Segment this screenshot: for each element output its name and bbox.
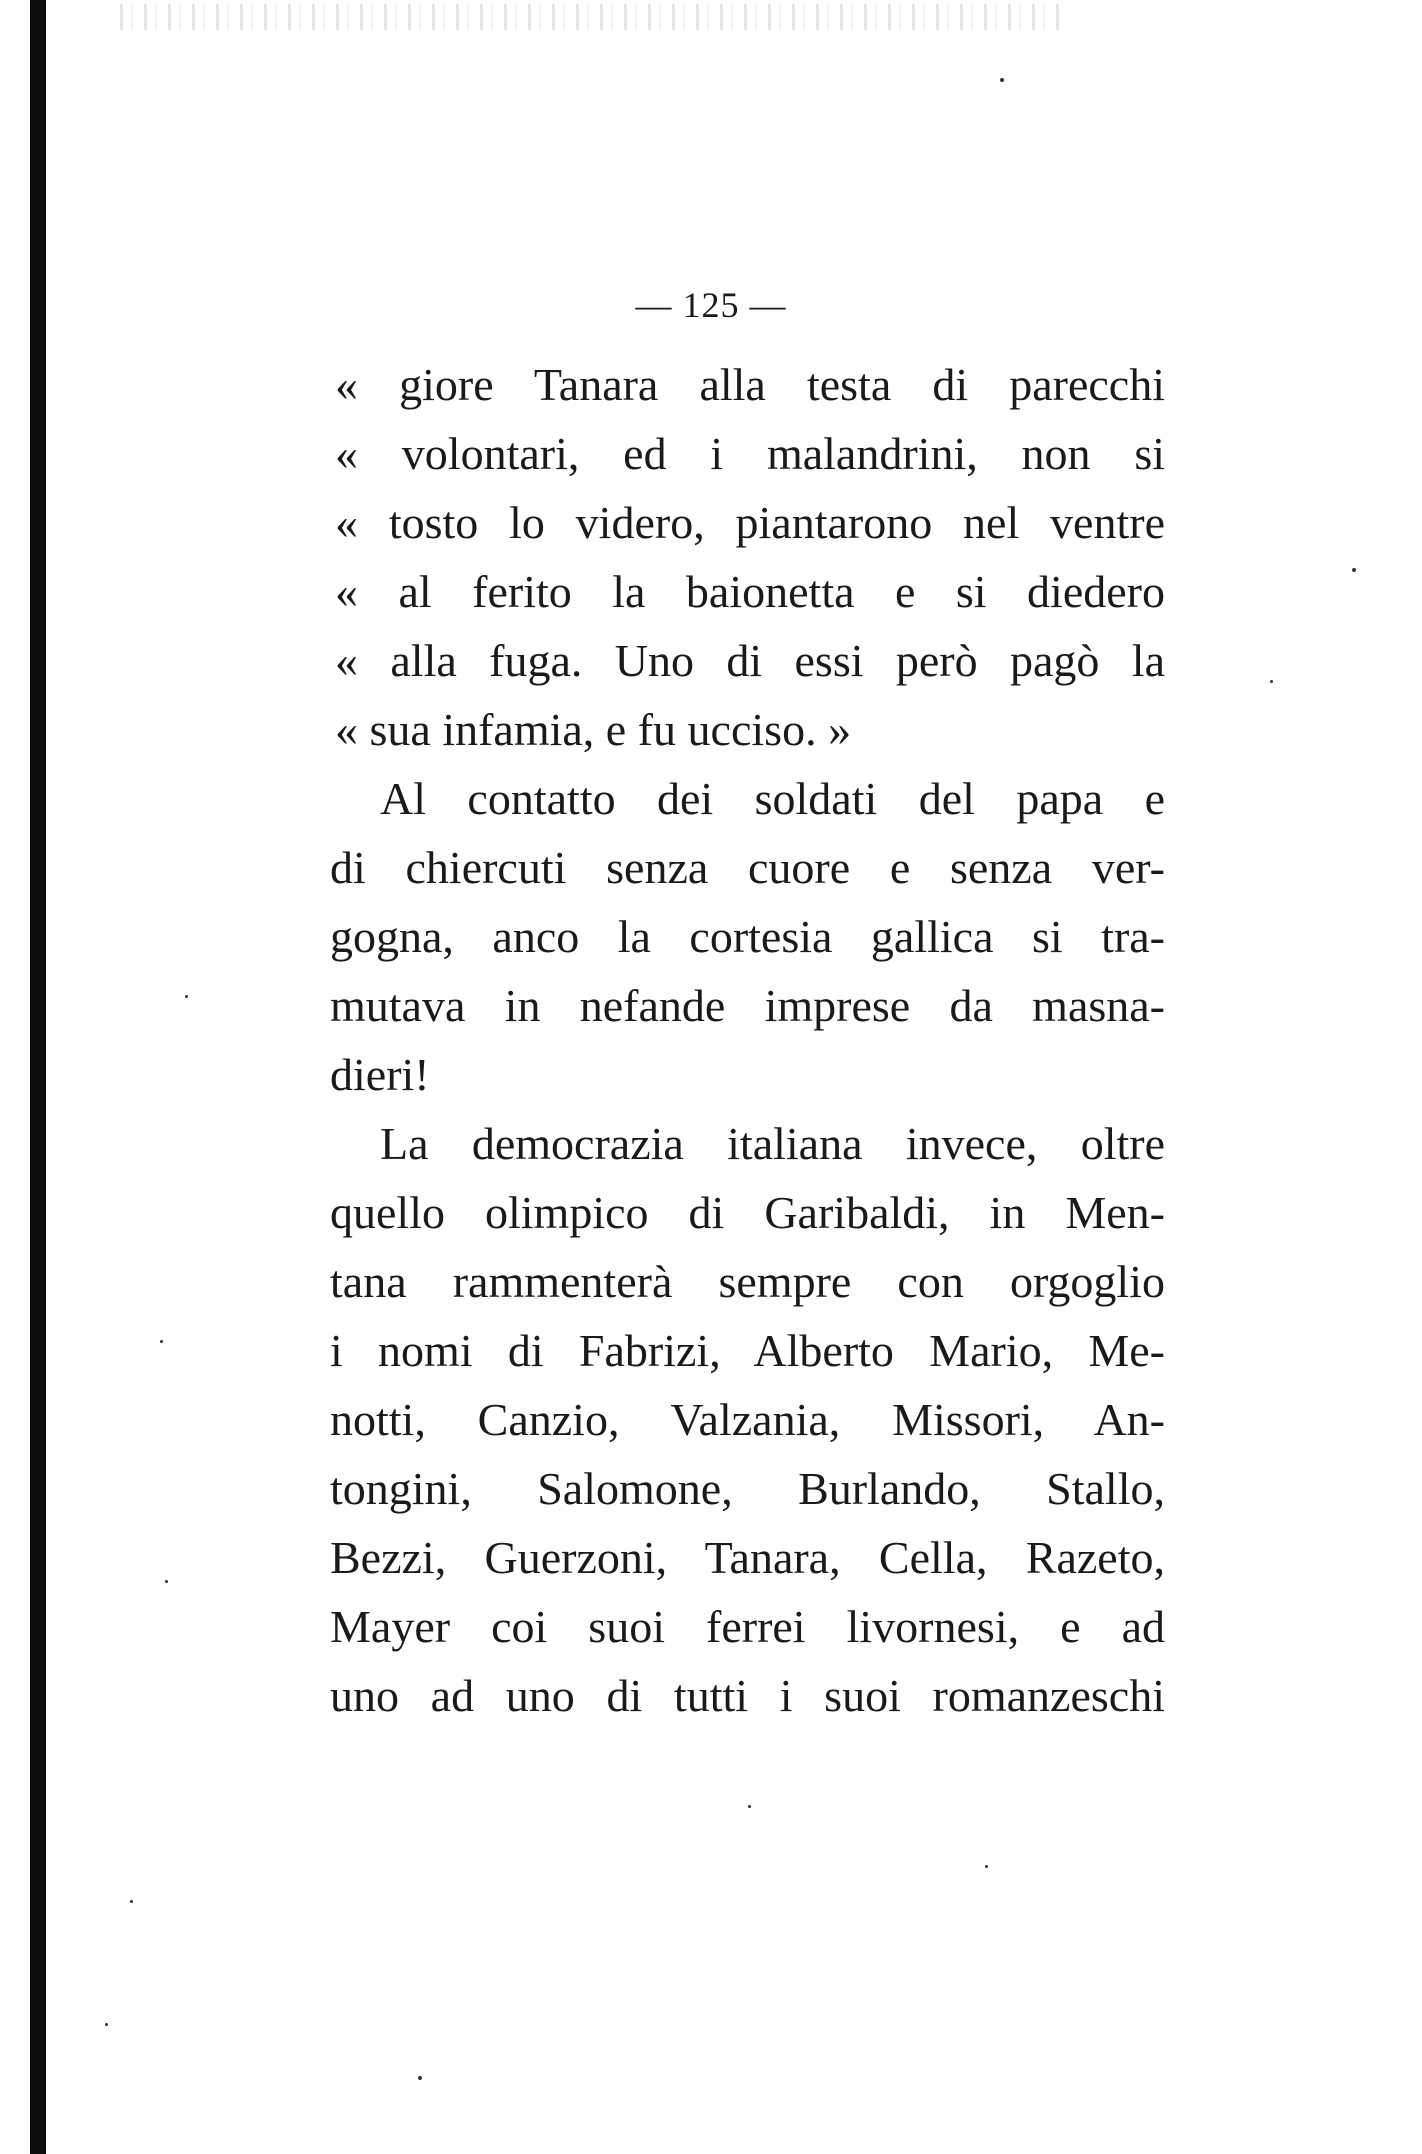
text-line: i nomi di Fabrizi, Alberto Mario, Me- (330, 1325, 1165, 1376)
page-number: — 125 — (635, 285, 787, 325)
text-line: « al ferito la baionetta e si diedero (335, 566, 1165, 617)
text-line: « tosto lo videro, piantarono nel ventre (335, 497, 1165, 548)
scan-speck (165, 1580, 168, 1583)
text-line: La democrazia italiana invece, oltre (380, 1118, 1165, 1169)
scan-speck (985, 1865, 988, 1868)
text-line: mutava in nefande imprese da masna- (330, 980, 1165, 1031)
scan-speck (185, 995, 188, 998)
text-line: « volontari, ed i malandrini, non si (335, 428, 1165, 479)
text-line: Al contatto dei soldati del papa e (380, 773, 1165, 824)
scan-speck (130, 1900, 133, 1903)
scan-speck (418, 2076, 422, 2080)
text-line: Bezzi, Guerzoni, Tanara, Cella, Razeto, (330, 1532, 1165, 1583)
text-line: tongini, Salomone, Burlando, Stallo, (330, 1463, 1165, 1514)
text-line: gogna, anco la cortesia gallica si tra- (330, 911, 1165, 962)
scan-speck (160, 1340, 163, 1343)
text-line: « alla fuga. Uno di essi però pagò la (335, 635, 1165, 686)
scan-speck (1270, 680, 1273, 683)
text-line: uno ad uno di tutti i suoi romanzeschi (330, 1670, 1165, 1721)
scan-speck (748, 1805, 751, 1808)
text-line: dieri! (330, 1049, 430, 1100)
text-line: « sua infamia, e fu ucciso. » (335, 704, 852, 755)
scan-speck (1352, 568, 1356, 572)
text-line: « giore Tanara alla testa di parecchi (335, 359, 1165, 410)
text-line: Mayer coi suoi ferrei livornesi, e ad (330, 1601, 1165, 1652)
text-line: notti, Canzio, Valzania, Missori, An- (330, 1394, 1165, 1445)
text-line: tana rammenterà sempre con orgoglio (330, 1256, 1165, 1307)
text-line: di chiercuti senza cuore e senza ver- (330, 842, 1165, 893)
scan-noise (120, 4, 1060, 30)
page-body (330, 350, 1165, 1730)
scan-speck (105, 2023, 108, 2026)
scan-speck (1000, 78, 1004, 82)
text-line: quello olimpico di Garibaldi, in Men- (330, 1187, 1165, 1238)
